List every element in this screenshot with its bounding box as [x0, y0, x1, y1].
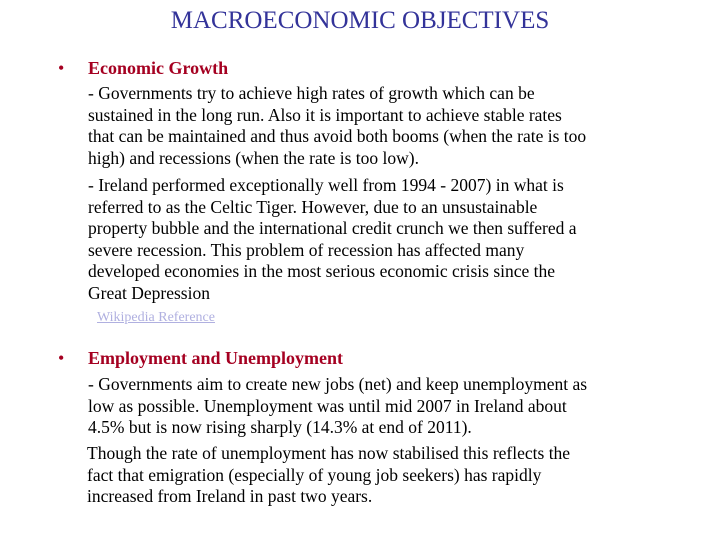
text-line: - Ireland performed exceptionally well from 1994 - 2007) in what is — [88, 175, 564, 195]
text-line: 4.5% but is now rising sharply (14.3% at end of 2011). — [88, 417, 472, 438]
bullet-icon: • — [58, 348, 65, 368]
text-line: referred to as the Celtic Tiger. However, due to an unsustainable — [88, 196, 538, 217]
text-line: - Governments aim to create new jobs (net) and keep unemployment as — [88, 374, 588, 394]
text-line: property bubble and the international credit crunch we then suffered a — [88, 218, 577, 239]
text-line: - Governments try to achieve high rates of growth which can be — [88, 83, 535, 103]
text-line: Though the rate of unemployment has now stabilised this reflects the — [87, 443, 571, 463]
section-heading-employment: Employment and Unemployment — [88, 348, 344, 368]
text-line: severe recession. This problem of recession has affected many — [88, 239, 525, 260]
paragraph-emigration — [87, 443, 570, 508]
section-heading-economic-growth: Economic Growth — [88, 58, 229, 78]
paragraph-employment-goals — [88, 374, 587, 439]
text-line: developed economies in the most serious economic crisis since the — [88, 261, 556, 282]
bullet-icon: • — [58, 58, 65, 78]
text-line: high) and recessions (when the rate is too low). — [88, 147, 419, 168]
paragraph-ireland-growth — [88, 175, 577, 305]
text-line: increased from Ireland in past two years. — [87, 486, 373, 507]
wikipedia-reference-link[interactable]: Wikipedia Reference — [97, 310, 215, 325]
text-line: low as possible. Unemployment was until mid 2007 in Ireland about — [88, 395, 567, 416]
paragraph-growth-goals — [88, 83, 586, 169]
text-line: fact that emigration (especially of young job seekers) has rapidly — [87, 464, 542, 485]
text-line: Great Depression — [88, 282, 210, 303]
slide-title: MACROECONOMIC OBJECTIVES — [170, 7, 550, 34]
text-line: that can be maintained and thus avoid both booms (when the rate is too — [88, 126, 587, 147]
text-line: sustained in the long run. Also it is important to achieve stable rates — [88, 104, 562, 125]
